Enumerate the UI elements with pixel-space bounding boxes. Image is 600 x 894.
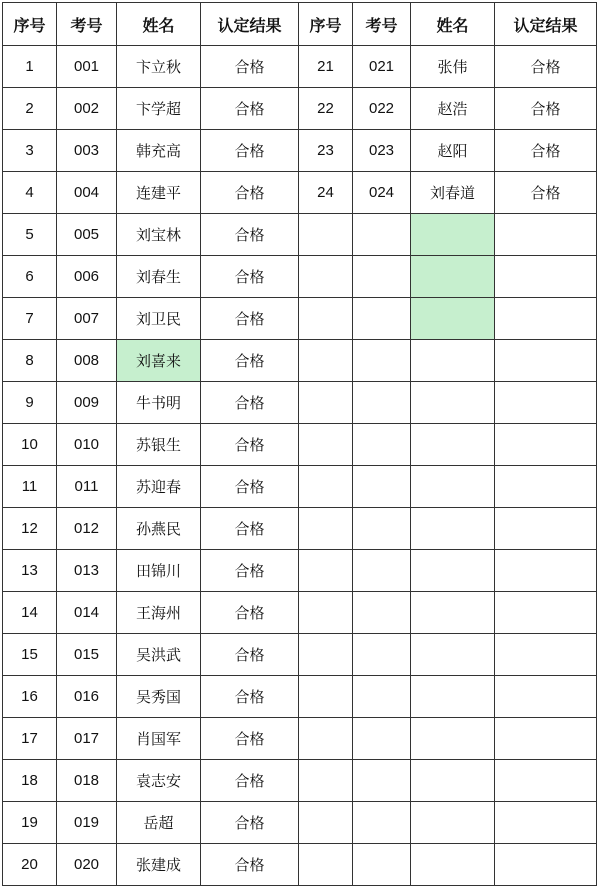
table-row (3, 676, 597, 718)
cell-no: 20 (3, 844, 57, 886)
cell-name: 赵阳 (411, 130, 495, 172)
table-row (3, 508, 597, 550)
cell-name: 刘宝林 (117, 214, 201, 256)
cell-name: 刘春生 (117, 256, 201, 298)
cell-name: 赵浩 (411, 88, 495, 130)
table-row (3, 466, 597, 508)
cell-result: 合格 (495, 88, 597, 130)
cell-result: 合格 (201, 214, 299, 256)
roster-table (2, 2, 597, 886)
cell-exam-no (353, 424, 411, 466)
table-row (3, 592, 597, 634)
cell-exam-no (353, 508, 411, 550)
cell-result (495, 634, 597, 676)
cell-no (299, 760, 353, 802)
cell-result (495, 676, 597, 718)
cell-name: 王海州 (117, 592, 201, 634)
cell-exam-no: 018 (57, 760, 117, 802)
table-row (3, 718, 597, 760)
cell-result (495, 298, 597, 340)
cell-no: 21 (299, 46, 353, 88)
cell-no: 22 (299, 88, 353, 130)
cell-name: 吴洪武 (117, 634, 201, 676)
cell-no (299, 676, 353, 718)
table-row (3, 550, 597, 592)
cell-name (411, 634, 495, 676)
cell-exam-no: 005 (57, 214, 117, 256)
cell-result (495, 592, 597, 634)
cell-no: 24 (299, 172, 353, 214)
cell-result: 合格 (201, 802, 299, 844)
cell-no: 19 (3, 802, 57, 844)
cell-result: 合格 (201, 298, 299, 340)
cell-name: 连建平 (117, 172, 201, 214)
cell-exam-no: 020 (57, 844, 117, 886)
table-row (3, 844, 597, 886)
cell-exam-no (353, 298, 411, 340)
cell-no: 2 (3, 88, 57, 130)
cell-result (495, 382, 597, 424)
cell-name: 刘春道 (411, 172, 495, 214)
cell-exam-no (353, 592, 411, 634)
cell-name: 苏迎春 (117, 466, 201, 508)
table-row (3, 214, 597, 256)
cell-exam-no: 022 (353, 88, 411, 130)
cell-name: 吴秀国 (117, 676, 201, 718)
cell-exam-no: 021 (353, 46, 411, 88)
cell-name: 卞学超 (117, 88, 201, 130)
cell-result (495, 340, 597, 382)
cell-name: 袁志安 (117, 760, 201, 802)
cell-result: 合格 (201, 508, 299, 550)
cell-result: 合格 (201, 844, 299, 886)
cell-no: 23 (299, 130, 353, 172)
header-name-left: 姓名 (117, 3, 201, 46)
cell-no (299, 256, 353, 298)
cell-name: 肖国军 (117, 718, 201, 760)
cell-result: 合格 (201, 256, 299, 298)
cell-result: 合格 (201, 760, 299, 802)
cell-result: 合格 (201, 634, 299, 676)
cell-no: 16 (3, 676, 57, 718)
table-row (3, 130, 597, 172)
cell-no: 7 (3, 298, 57, 340)
cell-name: 牛书明 (117, 382, 201, 424)
header-no-left: 序号 (3, 3, 57, 46)
cell-name: 田锦川 (117, 550, 201, 592)
cell-name (411, 214, 495, 256)
cell-name (411, 760, 495, 802)
cell-no (299, 802, 353, 844)
cell-no (299, 382, 353, 424)
cell-exam-no: 009 (57, 382, 117, 424)
table-row (3, 382, 597, 424)
cell-exam-no (353, 802, 411, 844)
cell-exam-no: 019 (57, 802, 117, 844)
cell-name (411, 256, 495, 298)
cell-exam-no: 015 (57, 634, 117, 676)
cell-exam-no: 003 (57, 130, 117, 172)
cell-exam-no: 023 (353, 130, 411, 172)
cell-exam-no: 002 (57, 88, 117, 130)
cell-exam-no (353, 844, 411, 886)
table-row (3, 88, 597, 130)
cell-no: 9 (3, 382, 57, 424)
table-row (3, 424, 597, 466)
cell-name (411, 424, 495, 466)
cell-name (411, 592, 495, 634)
table-row (3, 634, 597, 676)
header-row (3, 3, 597, 46)
table-row (3, 802, 597, 844)
cell-result: 合格 (201, 46, 299, 88)
cell-exam-no (353, 256, 411, 298)
cell-exam-no: 016 (57, 676, 117, 718)
table-row (3, 340, 597, 382)
cell-result: 合格 (201, 340, 299, 382)
cell-result: 合格 (201, 130, 299, 172)
cell-no: 13 (3, 550, 57, 592)
table-row (3, 46, 597, 88)
cell-exam-no: 004 (57, 172, 117, 214)
cell-result (495, 466, 597, 508)
header-result-right: 认定结果 (495, 3, 597, 46)
cell-no: 5 (3, 214, 57, 256)
cell-no: 8 (3, 340, 57, 382)
cell-result: 合格 (201, 676, 299, 718)
cell-exam-no: 013 (57, 550, 117, 592)
cell-name: 孙燕民 (117, 508, 201, 550)
cell-no: 12 (3, 508, 57, 550)
cell-no: 3 (3, 130, 57, 172)
cell-name: 卞立秋 (117, 46, 201, 88)
cell-name (411, 508, 495, 550)
cell-no: 10 (3, 424, 57, 466)
cell-exam-no: 008 (57, 340, 117, 382)
cell-exam-no: 017 (57, 718, 117, 760)
cell-name: 张伟 (411, 46, 495, 88)
cell-name (411, 382, 495, 424)
header-name-right: 姓名 (411, 3, 495, 46)
cell-name: 张建成 (117, 844, 201, 886)
cell-result: 合格 (495, 130, 597, 172)
cell-exam-no: 010 (57, 424, 117, 466)
cell-result (495, 844, 597, 886)
cell-result: 合格 (201, 550, 299, 592)
cell-result: 合格 (495, 46, 597, 88)
cell-result: 合格 (201, 718, 299, 760)
cell-no (299, 634, 353, 676)
cell-no: 17 (3, 718, 57, 760)
cell-exam-no: 014 (57, 592, 117, 634)
cell-no: 11 (3, 466, 57, 508)
cell-name (411, 802, 495, 844)
cell-exam-no (353, 676, 411, 718)
table-row (3, 256, 597, 298)
cell-result: 合格 (495, 172, 597, 214)
cell-exam-no: 007 (57, 298, 117, 340)
cell-exam-no (353, 214, 411, 256)
cell-no (299, 508, 353, 550)
cell-result (495, 802, 597, 844)
cell-no: 15 (3, 634, 57, 676)
cell-name: 苏银生 (117, 424, 201, 466)
cell-exam-no (353, 340, 411, 382)
cell-result (495, 214, 597, 256)
cell-exam-no: 006 (57, 256, 117, 298)
cell-result: 合格 (201, 172, 299, 214)
cell-exam-no (353, 466, 411, 508)
cell-exam-no: 012 (57, 508, 117, 550)
cell-no (299, 340, 353, 382)
cell-no (299, 550, 353, 592)
header-exam-no-right: 考号 (353, 3, 411, 46)
cell-no (299, 592, 353, 634)
cell-no (299, 214, 353, 256)
cell-result (495, 550, 597, 592)
cell-name: 韩充高 (117, 130, 201, 172)
cell-name (411, 298, 495, 340)
cell-exam-no (353, 550, 411, 592)
cell-no: 14 (3, 592, 57, 634)
cell-result: 合格 (201, 382, 299, 424)
cell-no (299, 424, 353, 466)
cell-result (495, 424, 597, 466)
cell-no (299, 718, 353, 760)
cell-result: 合格 (201, 88, 299, 130)
cell-exam-no (353, 760, 411, 802)
cell-name: 岳超 (117, 802, 201, 844)
cell-no (299, 844, 353, 886)
cell-result (495, 718, 597, 760)
cell-result: 合格 (201, 424, 299, 466)
table-row (3, 298, 597, 340)
cell-name (411, 844, 495, 886)
cell-no: 6 (3, 256, 57, 298)
cell-name (411, 550, 495, 592)
cell-name (411, 340, 495, 382)
cell-result (495, 760, 597, 802)
cell-exam-no (353, 634, 411, 676)
cell-name: 刘喜来 (117, 340, 201, 382)
header-exam-no-left: 考号 (57, 3, 117, 46)
cell-name (411, 676, 495, 718)
cell-result (495, 256, 597, 298)
cell-result: 合格 (201, 466, 299, 508)
cell-no: 1 (3, 46, 57, 88)
cell-exam-no (353, 382, 411, 424)
header-no-right: 序号 (299, 3, 353, 46)
cell-no: 18 (3, 760, 57, 802)
cell-result: 合格 (201, 592, 299, 634)
cell-no (299, 466, 353, 508)
cell-name: 刘卫民 (117, 298, 201, 340)
cell-exam-no: 024 (353, 172, 411, 214)
cell-result (495, 508, 597, 550)
cell-name (411, 718, 495, 760)
cell-no: 4 (3, 172, 57, 214)
cell-exam-no: 011 (57, 466, 117, 508)
cell-name (411, 466, 495, 508)
header-result-left: 认定结果 (201, 3, 299, 46)
table-row (3, 172, 597, 214)
cell-no (299, 298, 353, 340)
cell-exam-no (353, 718, 411, 760)
table-row (3, 760, 597, 802)
cell-exam-no: 001 (57, 46, 117, 88)
